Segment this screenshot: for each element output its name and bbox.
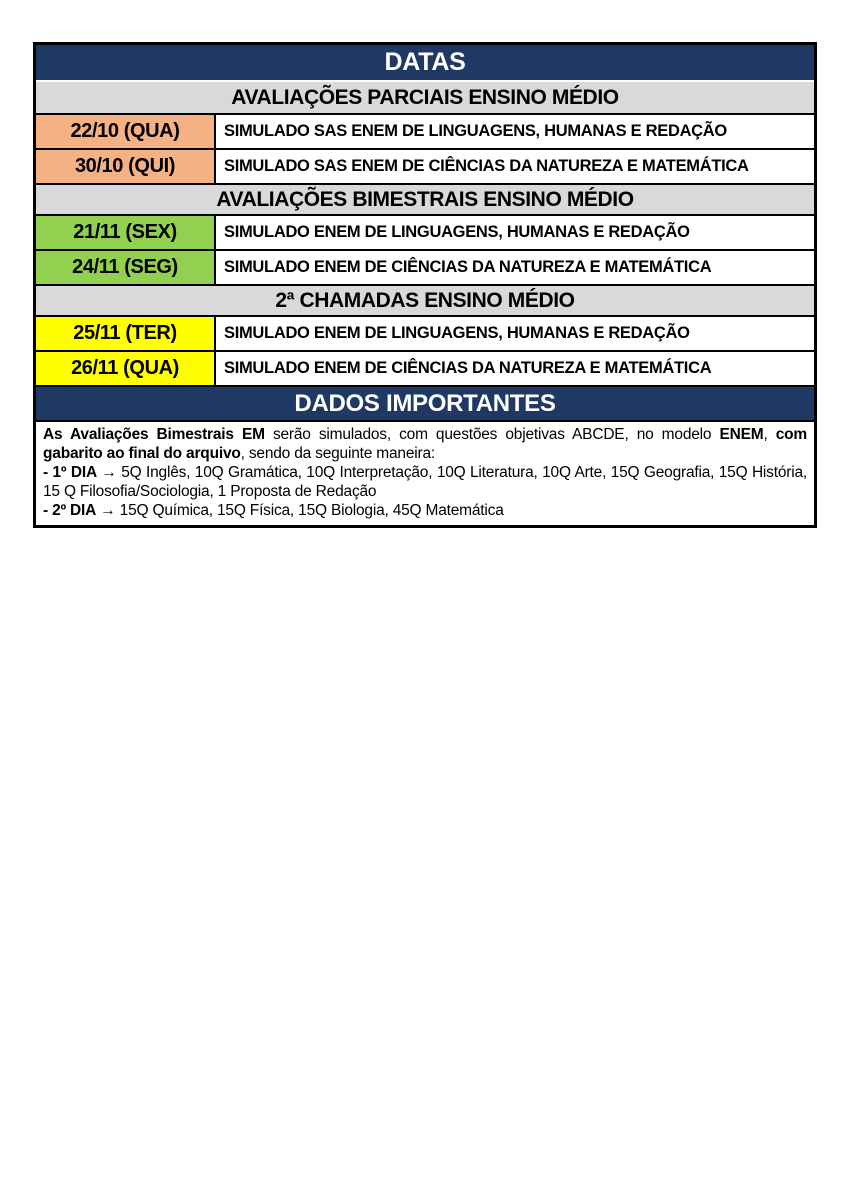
note-text: → 15Q Química, 15Q Física, 15Q Biologia, 45Q Matemática — [96, 502, 504, 519]
note-text: → 5Q Inglês, 10Q Gramática, 10Q Interpretação, 10Q Literatura, 10Q Arte, 15Q Geografia, 15Q História, 15 Q Filosofia/Sociologia, 1 Proposta de Redação — [43, 464, 807, 500]
exam-row — [36, 315, 814, 350]
section-header: 2ª CHAMADAS ENSINO MÉDIO — [36, 284, 814, 315]
note-text-bold: As Avaliações Bimestrais EM — [43, 426, 265, 443]
important-notes — [36, 420, 814, 525]
exam-date-cell: 24/11 (SEG) — [36, 251, 216, 284]
exam-row — [36, 113, 814, 148]
exam-row — [36, 350, 814, 385]
exam-row — [36, 214, 814, 249]
exam-date-cell: 30/10 (QUI) — [36, 150, 216, 183]
note-paragraph — [43, 425, 807, 463]
important-data-title: DADOS IMPORTANTES — [36, 385, 814, 420]
exam-date-cell: 21/11 (SEX) — [36, 216, 216, 249]
exam-description-cell: SIMULADO SAS ENEM DE LINGUAGENS, HUMANAS E REDAÇÃO — [224, 122, 727, 140]
exam-row — [36, 249, 814, 284]
exam-date-cell: 25/11 (TER) — [36, 317, 216, 350]
exam-date-cell: 26/11 (QUA) — [36, 352, 216, 385]
section-header: AVALIAÇÕES PARCIAIS ENSINO MÉDIO — [36, 82, 814, 113]
table-sections — [36, 82, 814, 385]
note-text: serão simulados, com questões objetivas ABCDE, no modelo — [264, 426, 720, 443]
exam-row — [36, 148, 814, 183]
note-text-bold: ENEM — [719, 426, 764, 443]
note-paragraph — [43, 463, 807, 501]
exam-description-cell: SIMULADO ENEM DE LINGUAGENS, HUMANAS E REDAÇÃO — [224, 324, 690, 342]
exam-dates-table — [33, 42, 817, 528]
exam-description-cell: SIMULADO ENEM DE CIÊNCIAS DA NATUREZA E MATEMÁTICA — [224, 359, 712, 377]
exam-date-cell: 22/10 (QUA) — [36, 115, 216, 148]
exam-description-cell: SIMULADO ENEM DE LINGUAGENS, HUMANAS E REDAÇÃO — [224, 223, 690, 241]
exam-description-cell: SIMULADO ENEM DE CIÊNCIAS DA NATUREZA E MATEMÁTICA — [224, 258, 712, 276]
section-header: AVALIAÇÕES BIMESTRAIS ENSINO MÉDIO — [36, 183, 814, 214]
note-text: , sendo da seguinte maneira: — [240, 445, 435, 462]
exam-description-cell: SIMULADO SAS ENEM DE CIÊNCIAS DA NATUREZA E MATEMÁTICA — [224, 157, 749, 175]
note-text-bold: - 1º DIA — [43, 464, 97, 481]
note-paragraph — [43, 501, 807, 520]
note-text: , — [763, 426, 776, 443]
note-text-bold: - 2º DIA — [43, 502, 97, 519]
note-text-bold: com gabarito ao final do arquivo — [43, 426, 807, 462]
table-title: DATAS — [36, 45, 814, 82]
